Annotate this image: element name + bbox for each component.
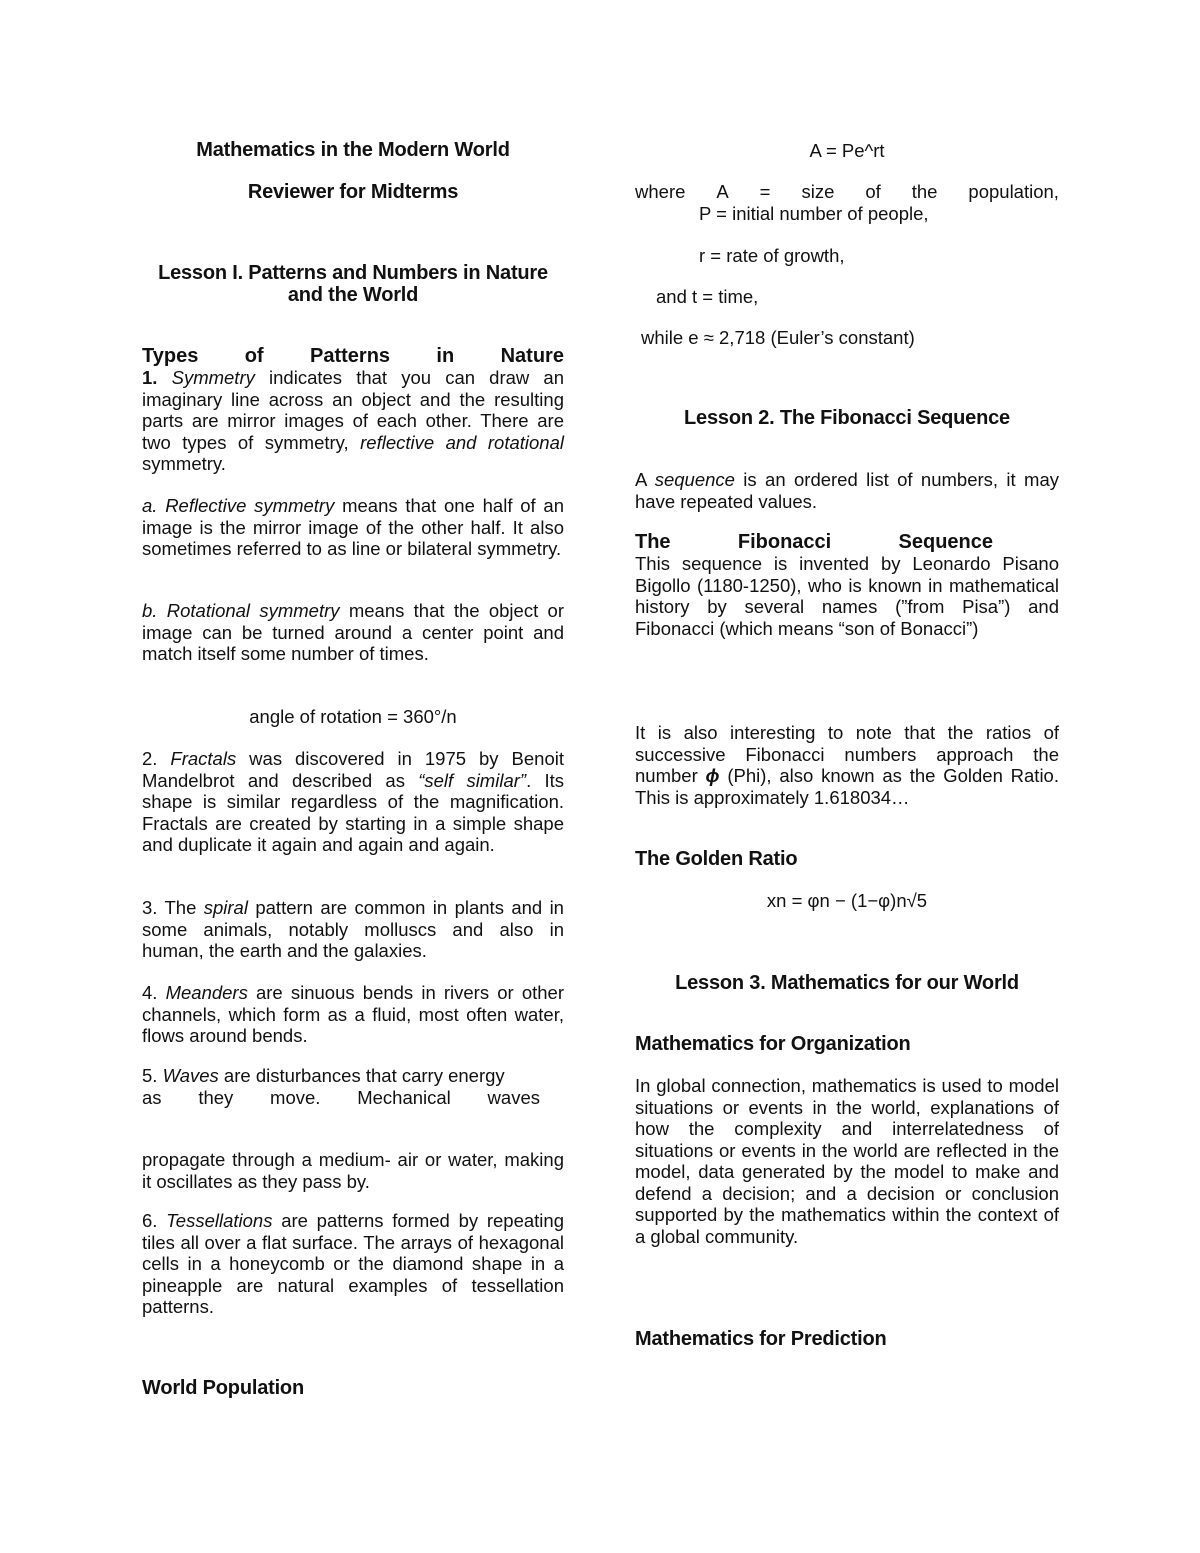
item2-text: was discovered in 1975 by Benoit Mandelbrot and described as [142,748,564,791]
types-heading-word: of [244,345,264,367]
fibonacci-section [635,531,1059,639]
types-heading-word: Patterns [310,345,391,367]
item5-text: are disturbances that carry energy [218,1065,505,1086]
sequence-article: A [635,469,655,490]
item4-meanders [142,982,564,1047]
where-word: size [801,181,835,202]
organization-heading: Mathematics for Organization [635,1033,911,1055]
types-heading-word: Nature [500,345,564,367]
item5-line2 [142,1087,564,1109]
item5-word: waves [487,1086,540,1108]
item1-number: 1. [142,367,158,388]
where-word: A [716,181,729,202]
item2-quote: “self similar” [418,769,527,791]
item2-fractals [142,748,564,856]
where-word: where [635,181,686,202]
item4-text: are sinuous bends in rivers or other channels, which form as a fluid, most often water, flows around bends. [142,982,564,1046]
formula-where-line [635,181,1059,224]
types-heading-word: in [436,345,455,367]
item1-symmetry [142,367,564,475]
ratio-text-rest: (Phi), also known as the Golden Ratio. This is approximately 1.618034… [635,765,1059,808]
item1-term: Symmetry [171,367,255,388]
fibonacci-heading-word: Sequence [898,531,993,553]
ratio-text: It is also interesting to note that the ratios of successive Fibonacci numbers approach the number [635,722,1059,786]
item6-tessellations [142,1210,564,1318]
sequence-term: sequence [654,469,735,490]
lesson1-title [142,262,564,306]
lesson3-title: Lesson 3. Mathematics for our World [675,972,1019,994]
types-heading [142,345,564,367]
golden-ratio-formula: xn = φn − (1−φ)n√5 [766,890,928,911]
sequence-text: is an ordered list of numbers, it may have repeated values. [635,469,1059,512]
item3-term: spiral [203,897,248,918]
world-population-heading: World Population [142,1377,304,1399]
item6-term: Tessellations [166,1210,273,1231]
golden-ratio-heading: The Golden Ratio [635,848,798,870]
item3-spiral [142,897,564,962]
organization-text: In global connection, mathematics is used to model situations or events in the world, explanations of how the complexity and interrelatedness of situations or events in the world are reflected in the model, data generated by the model to make and defend a decision; and a decision or conclusion supported by the mathematics within the context of a global community. [635,1075,1059,1247]
fibonacci-text: This sequence is invented by Leonardo Pisano Bigollo (1180-1250), who is known in mathematical history by several names (”from Pisa”) and Fibonacci (which means “son of Bonacci”) [635,553,1059,639]
item5-word: they [198,1086,234,1108]
t-definition: and t = time, [656,286,759,307]
where-word: of [865,181,881,202]
types-heading-word: Types [142,345,199,367]
item5-word: as [142,1086,162,1108]
item1-types: reflective and rotational [360,431,564,453]
item5-word: move. [270,1086,321,1108]
item-b-rotational [142,600,564,665]
item6-number: 6. [142,1210,167,1231]
item6-text: are patterns formed by repeating tiles all over a flat surface. The arrays of hexagonal cells in a honeycomb or the diamond shape in a pineapple are natural examples of tessellation patterns. [142,1210,564,1317]
r-definition: r = rate of growth, [699,245,845,266]
golden-ratio-intro [635,722,1059,808]
prediction-heading: Mathematics for Prediction [635,1328,887,1350]
where-definition [635,181,1059,203]
item1-text: indicates that you can draw an imaginary line across an object and the resulting parts are mirror images of each other. There are two types of symmetry, [142,367,565,453]
where-word: = [759,181,771,202]
document-subtitle: Reviewer for Midterms [247,181,459,203]
item5-number: 5. [142,1065,163,1086]
lesson1-title-line2: and the World [287,284,419,306]
item3-text: pattern are common in plants and in some animals, notably molluscs and also in human, the earth and the galaxies. [142,897,564,961]
item1-end: symmetry. [142,453,226,474]
item-b-term: b. Rotational symmetry [142,600,340,621]
e-definition: while e ≈ 2,718 (Euler’s constant) [641,327,915,348]
lesson1-title-line1: Lesson I. Patterns and Numbers in Nature [158,262,548,284]
item4-number: 4. [142,982,166,1003]
item5-continued: propagate through a medium- air or water, making it oscillates as they pass by. [142,1149,564,1192]
rotation-formula: angle of rotation = 360°/n [249,706,457,727]
item-a-text: means that one half of an image is the mirror image of the other half. It also sometimes referred to as line or bilateral symmetry. [142,495,564,559]
document-title: Mathematics in the Modern World [196,139,510,161]
lesson2-title: Lesson 2. The Fibonacci Sequence [684,407,1010,429]
item-a-term: a. Reflective symmetry [142,495,335,516]
item5-term: Waves [162,1065,219,1086]
item4-term: Meanders [165,982,248,1003]
population-formula: A = Pe^rt [809,140,885,161]
item2-text-rest: . Its shape is similar regardless of the magnification. Fractals are created by starting in a simple shape and duplicate it again and again and again. [142,769,564,855]
item2-term: Fractals [170,748,237,769]
phi-symbol: ϕ [705,765,720,786]
item5-word: Mechanical [357,1086,451,1108]
item-b-text: means that the object or image can be turned around a center point and match itself some number of times. [142,600,564,664]
item2-number: 2. [142,748,171,769]
types-of-patterns-section [142,345,564,475]
item5-waves [142,1065,564,1108]
where-word: the [911,181,938,202]
p-definition: P = initial number of people, [699,202,929,224]
fibonacci-heading-word: Fibonacci [737,531,832,553]
sequence-definition [635,469,1059,512]
fibonacci-heading [635,531,1059,553]
item3-number: 3. The [142,897,204,918]
where-word: population, [968,181,1059,202]
fibonacci-heading-word: The [635,531,671,553]
item-a-reflective [142,495,564,560]
